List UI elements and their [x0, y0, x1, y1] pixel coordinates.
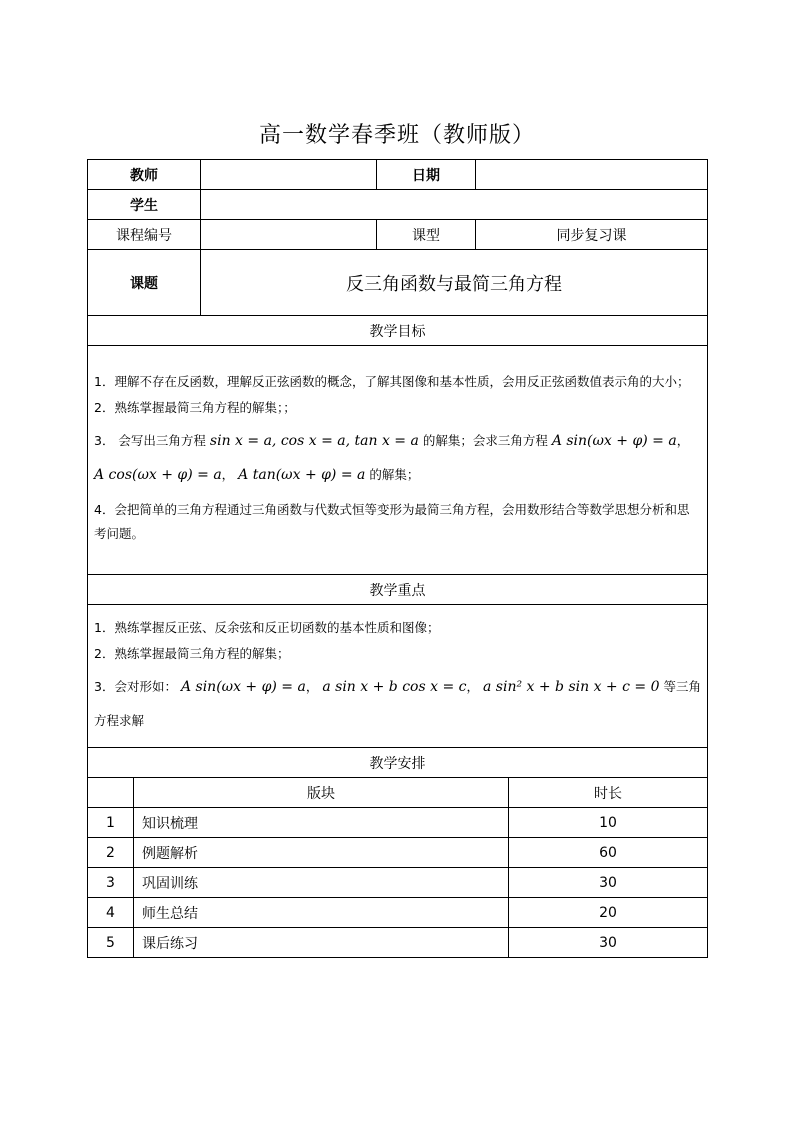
table-row	[88, 868, 708, 898]
goal-item-3-formula-2: A sin(ωx + φ) = a	[551, 433, 677, 449]
header-table	[87, 159, 708, 778]
keys-heading: 教学重点	[88, 575, 708, 605]
row-duration: 10	[509, 808, 708, 838]
goals-section	[88, 346, 708, 575]
teacher-value	[201, 160, 377, 190]
goal-item-3	[94, 424, 701, 492]
row-duration: 30	[509, 928, 708, 958]
goal-item-3-sep: ，	[676, 433, 690, 448]
schedule-heading: 教学安排	[88, 748, 708, 778]
date-label: 日期	[377, 160, 476, 190]
row-no: 2	[88, 838, 134, 868]
teacher-label: 教师	[88, 160, 201, 190]
goal-item-3-text-c: 的解集；	[369, 467, 420, 482]
lesson-plan	[87, 159, 707, 958]
row-block: 师生总结	[134, 898, 509, 928]
course-no-label: 课程编号	[88, 220, 201, 250]
schedule-header-block: 版块	[134, 778, 509, 808]
key-item-3	[94, 670, 701, 738]
schedule-header-row	[88, 778, 708, 808]
student-label: 学生	[88, 190, 201, 220]
table-row	[88, 898, 708, 928]
row-no: 4	[88, 898, 134, 928]
key-item-3-text-b: 等三角方程求解	[94, 679, 701, 728]
key-item-3-formula-1: A sin(ωx + φ) = a	[180, 679, 306, 695]
schedule-table	[87, 777, 708, 958]
table-row	[88, 808, 708, 838]
goal-item-3-text-b: 的解集；会求三角方程	[422, 433, 548, 448]
goal-item-1: 1．理解不存在反函数，理解反正弦函数的概念，了解其图像和基本性质，会用反正弦函数值表示角的大小；	[94, 374, 690, 389]
row-block: 知识梳理	[134, 808, 509, 838]
row-duration: 30	[509, 868, 708, 898]
goal-item-3-formula-4: A tan(ωx + φ) = a	[238, 467, 366, 483]
goal-item-3-formula-1: sin x = a, cos x = a, tan x = a	[209, 433, 419, 449]
goals-heading: 教学目标	[88, 316, 708, 346]
key-item-2: 2．熟练掌握最简三角方程的解集；	[94, 646, 290, 661]
goal-item-3-formula-3: A cos(ωx + φ) = a	[94, 467, 222, 483]
row-no: 3	[88, 868, 134, 898]
key-item-1: 1．熟练掌握反正弦、反余弦和反正切函数的基本性质和图像；	[94, 620, 440, 635]
key-item-3-formula-3: a sin² x + b sin x + c = 0	[482, 679, 660, 695]
course-no-value	[201, 220, 377, 250]
row-duration: 20	[509, 898, 708, 928]
row-duration: 60	[509, 838, 708, 868]
schedule-header-duration: 时长	[509, 778, 708, 808]
keys-section	[88, 605, 708, 748]
row-block: 例题解析	[134, 838, 509, 868]
topic-label: 课题	[88, 250, 201, 316]
course-type-label: 课型	[377, 220, 476, 250]
student-value	[201, 190, 708, 220]
goal-item-2: 2．熟练掌握最简三角方程的解集；；	[94, 400, 296, 415]
page-title: 高一数学春季班（教师版）	[258, 123, 535, 148]
schedule-header-no	[88, 778, 134, 808]
row-no: 5	[88, 928, 134, 958]
key-item-3-formula-2: a sin x + b cos x = c	[322, 679, 467, 695]
key-item-3-sep-1: ，	[305, 679, 319, 694]
topic-value: 反三角函数与最简三角方程	[201, 250, 708, 316]
course-type-value: 同步复习课	[476, 220, 708, 250]
date-value	[476, 160, 708, 190]
goal-item-3-sep-2: ，	[221, 467, 235, 482]
table-row	[88, 838, 708, 868]
goal-item-4: 4．会把简单的三角方程通过三角函数与代数式恒等变形为最简三角方程，会用数形结合等数学思想分析和思考问题。	[94, 502, 690, 541]
row-block: 课后练习	[134, 928, 509, 958]
key-item-3-sep-2: ，	[466, 679, 479, 694]
row-block: 巩固训练	[134, 868, 509, 898]
goal-item-3-text-a: 3． 会写出三角方程	[94, 433, 206, 448]
table-row	[88, 928, 708, 958]
row-no: 1	[88, 808, 134, 838]
key-item-3-text-a: 3．会对形如：	[94, 679, 177, 694]
